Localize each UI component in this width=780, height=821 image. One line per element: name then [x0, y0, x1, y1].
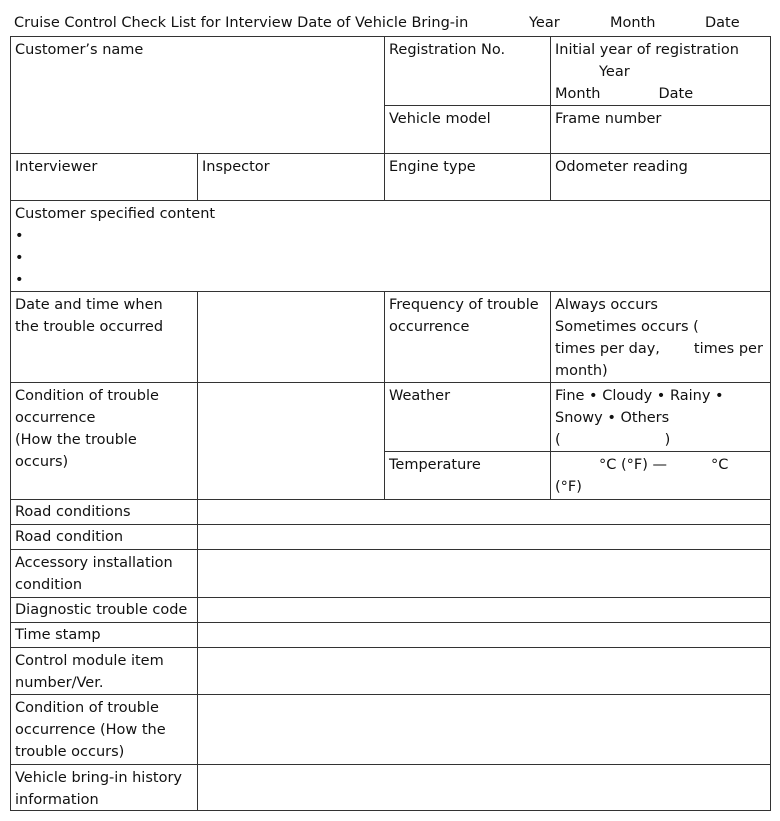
date-time-trouble-input[interactable] — [197, 291, 384, 382]
road-condition-label-cell — [10, 524, 197, 549]
vehicle-history-label-cell — [10, 764, 197, 811]
initial-year-date-label: Date — [658, 86, 694, 102]
header-year-label: Year — [529, 15, 560, 31]
frequency-options[interactable] — [550, 291, 771, 382]
time-stamp-input[interactable] — [197, 622, 771, 647]
header-date-label: Date — [705, 15, 740, 31]
customer-name-field[interactable] — [10, 36, 384, 153]
initial-year-month-label: Month — [555, 86, 601, 102]
road-conditions-input[interactable] — [197, 499, 771, 524]
date-time-trouble-label-cont: the trouble occurred — [15, 319, 164, 335]
condition-of-trouble-input[interactable] — [197, 382, 384, 499]
initial-year-label: Initial year of registration — [555, 42, 739, 58]
registration-no-label: Registration No. — [389, 42, 506, 58]
accessory-installation-label: Accessory installation — [15, 555, 173, 571]
temperature-unit-f: (°F) — [555, 479, 582, 495]
condition-of-trouble-label-cell — [10, 382, 197, 499]
header-month-label: Month — [610, 15, 656, 31]
frequency-label-cell — [384, 291, 550, 382]
weather-label: Weather — [389, 388, 451, 404]
bullet-item: • — [15, 250, 24, 266]
interviewer-field[interactable] — [10, 153, 197, 200]
frequency-option-always[interactable]: Always occurs — [555, 297, 658, 313]
road-condition-label: Road condition — [15, 529, 124, 545]
condition2-label-l1: Condition of trouble — [15, 700, 159, 716]
date-time-trouble-label: Date and time when — [15, 297, 163, 313]
condition-label-l1: Condition of trouble — [15, 388, 159, 404]
frequency-times-per-day: times per day, — [555, 341, 660, 357]
accessory-installation-label-cont: condition — [15, 577, 83, 593]
accessory-installation-label-cell — [10, 549, 197, 597]
condition2-label-l2: occurrence (How the — [15, 722, 166, 738]
condition-label-l3: (How the trouble — [15, 432, 137, 448]
weather-options[interactable] — [550, 382, 771, 451]
frequency-label: Frequency of trouble — [389, 297, 539, 313]
bullet-item: • — [15, 272, 24, 288]
weather-options-l1[interactable]: Fine • Cloudy • Rainy • — [555, 388, 724, 404]
inspector-label: Inspector — [202, 159, 270, 175]
vehicle-history-label: Vehicle bring-in history — [15, 770, 182, 786]
temperature-range-to: °C — [711, 457, 729, 473]
road-conditions-label-cell — [10, 499, 197, 524]
control-module-label-cont: number/Ver. — [15, 675, 104, 691]
odometer-reading-field[interactable] — [550, 153, 771, 200]
form-title: Cruise Control Check List for Interview Date of Vehicle Bring-in — [14, 15, 469, 31]
condition-label-l4: occurs) — [15, 454, 69, 470]
temperature-range-from: °C (°F) — — [599, 457, 667, 473]
weather-label-cell — [384, 382, 550, 451]
vehicle-model-field[interactable] — [384, 105, 550, 153]
form-header — [10, 8, 772, 36]
time-stamp-label-cell — [10, 622, 197, 647]
customer-specified-content-label: Customer specified content — [15, 206, 216, 222]
initial-year-year-label: Year — [599, 64, 630, 80]
frequency-label-cont: occurrence — [389, 319, 470, 335]
weather-paren-open: ( — [555, 432, 561, 448]
vehicle-history-input[interactable] — [197, 764, 771, 811]
control-module-label: Control module item — [15, 653, 164, 669]
road-condition-input[interactable] — [197, 524, 771, 549]
weather-paren-close: ) — [664, 432, 671, 448]
accessory-installation-input[interactable] — [197, 549, 771, 597]
condition2-label-l3: trouble occurs) — [15, 744, 125, 760]
frequency-month: month) — [555, 363, 608, 379]
vehicle-model-label: Vehicle model — [389, 111, 491, 127]
temperature-input[interactable] — [550, 451, 771, 499]
vehicle-history-label-cont: information — [15, 792, 99, 808]
condition-of-trouble-2-label-cell — [10, 694, 197, 764]
control-module-label-cell — [10, 647, 197, 694]
frame-number-label: Frame number — [555, 111, 662, 127]
initial-year-field[interactable] — [550, 36, 771, 105]
diagnostic-trouble-code-label: Diagnostic trouble code — [15, 602, 188, 618]
registration-no-field[interactable] — [384, 36, 550, 105]
control-module-input[interactable] — [197, 647, 771, 694]
weather-options-l2[interactable]: Snowy • Others — [555, 410, 670, 426]
road-conditions-label: Road conditions — [15, 504, 131, 520]
temperature-label: Temperature — [389, 457, 481, 473]
customer-name-label: Customer’s name — [15, 42, 144, 58]
temperature-label-cell — [384, 451, 550, 499]
frequency-option-sometimes[interactable]: Sometimes occurs ( — [555, 319, 699, 335]
condition-of-trouble-2-input[interactable] — [197, 694, 771, 764]
engine-type-label: Engine type — [389, 159, 476, 175]
time-stamp-label: Time stamp — [15, 627, 101, 643]
diagnostic-trouble-code-label-cell — [10, 597, 197, 622]
frame-number-field[interactable] — [550, 105, 771, 153]
customer-specified-content-field[interactable] — [10, 200, 771, 291]
bullet-item: • — [15, 228, 24, 244]
odometer-reading-label: Odometer reading — [555, 159, 688, 175]
engine-type-field[interactable] — [384, 153, 550, 200]
frequency-times-per: times per — [693, 341, 763, 357]
condition-label-l2: occurrence — [15, 410, 96, 426]
inspector-field[interactable] — [197, 153, 384, 200]
diagnostic-trouble-code-input[interactable] — [197, 597, 771, 622]
interviewer-label: Interviewer — [15, 159, 98, 175]
date-time-trouble-label-cell — [10, 291, 197, 382]
